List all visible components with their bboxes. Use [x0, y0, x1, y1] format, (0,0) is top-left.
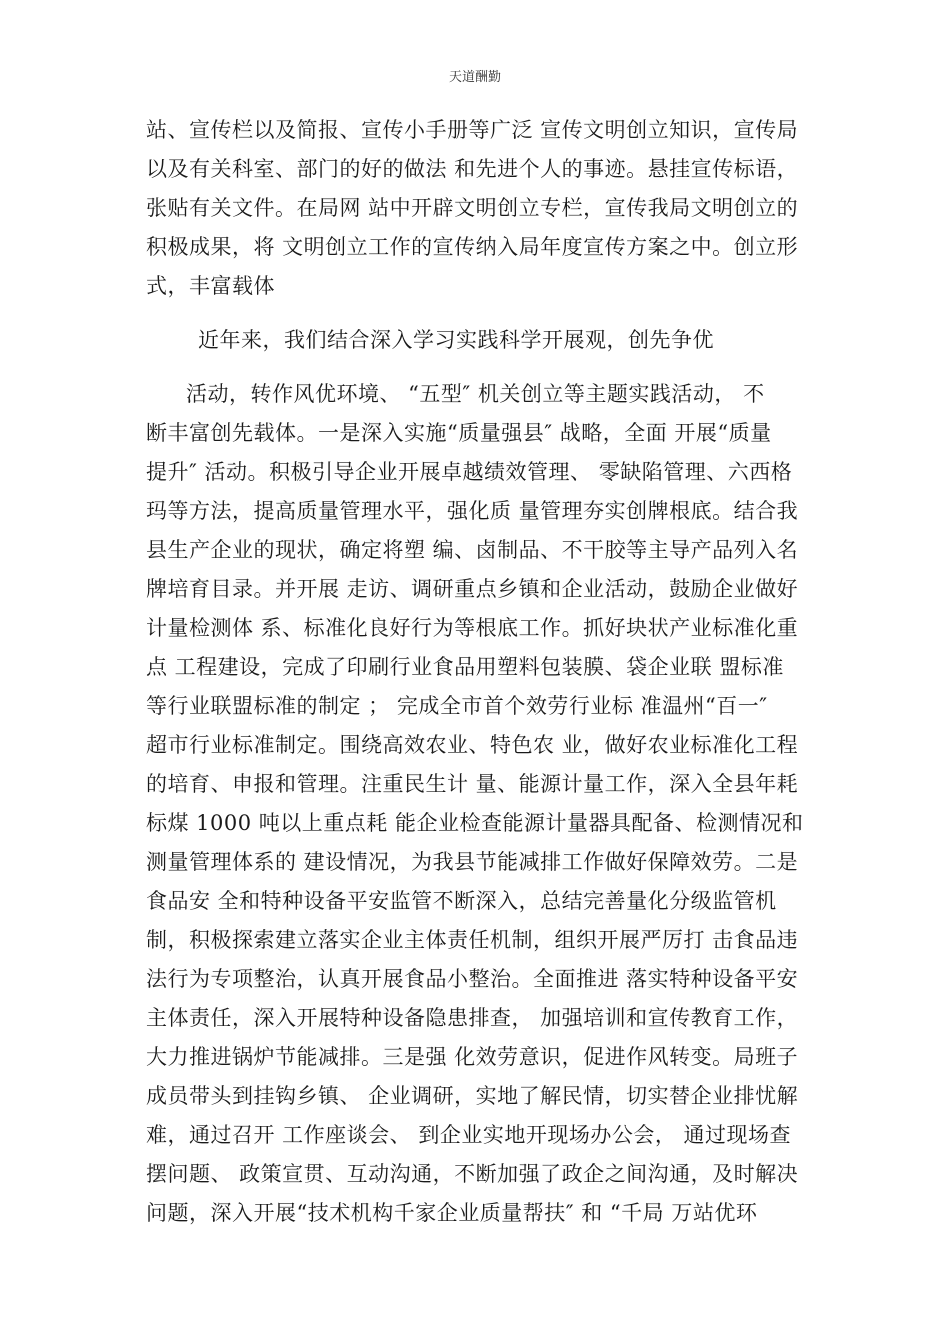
- body-line: 积极成果，将 文明创立工作的宣传纳入局年度宣传方案之中。创立形: [146, 235, 799, 259]
- body-line: 活动，转作风优环境、 “五型″ 机关创立等主题实践活动， 不: [186, 382, 765, 406]
- body-line: 制，积极探索建立落实企业主体责任机制，组织开展严厉打 击食品违: [146, 928, 799, 952]
- body-line: 摆问题、 政策宣贯、互动沟通，不断加强了政企之间沟通，及时解决: [146, 1162, 799, 1186]
- body-line: 牌培育目录。并开展 走访、调研重点乡镇和企业活动，鼓励企业做好: [146, 577, 799, 601]
- page-header: 天道酬勤: [448, 70, 501, 85]
- body-line: 主体责任，深入开展特种设备隐患排查， 加强培训和宣传教育工作，: [146, 1006, 799, 1030]
- body-line: 难，通过召开 工作座谈会、 到企业实地开现场办公会， 通过现场查: [146, 1123, 792, 1147]
- body-line: 计量检测体 系、标准化良好行为等根底工作。抓好块状产业标准化重: [146, 616, 799, 640]
- body-line: 点 工程建设，完成了印刷行业食品用塑料包装膜、袋企业联 盟标准: [146, 655, 784, 679]
- body-line: 法行为专项整治，认真开展食品小整治。全面推进 落实特种设备平安: [146, 967, 799, 991]
- body-line: 大力推进锅炉节能减排。三是强 化效劳意识，促进作风转变。局班子: [146, 1045, 799, 1069]
- body-line: 超市行业标准制定。围绕高效农业、特色农 业，做好农业标准化工程: [146, 733, 799, 757]
- body-line: 提升″ 活动。积极引导企业开展卓越绩效管理、 零缺陷管理、六西格: [146, 460, 793, 484]
- body-line: 张贴有关文件。在局网 站中开辟文明创立专栏，宣传我局文明创立的: [146, 196, 799, 220]
- body-line: 测量管理体系的 建设情况，为我县节能减排工作做好保障效劳。二是: [146, 850, 799, 874]
- body-line: 式，丰富载体: [146, 274, 275, 298]
- body-line: 断丰富创先载体。一是深入实施“质量强县″ 战略，全面 开展“质量: [146, 421, 772, 445]
- body-line: 标煤 1000 吨以上重点耗 能企业检查能源计量器具配备、检测情况和: [146, 811, 804, 835]
- body-line: 近年来，我们结合深入学习实践科学开展观，创先争优: [198, 328, 714, 352]
- body-line: 食品安 全和特种设备平安监管不断深入，总结完善量化分级监管机: [146, 889, 777, 913]
- body-line: 问题，深入开展“技术机构千家企业质量帮扶″ 和 “千局 万站优环: [146, 1201, 758, 1225]
- body-line: 站、宣传栏以及简报、宣传小手册等广泛 宣传文明创立知识，宣传局: [146, 118, 799, 142]
- body-line: 玛等方法，提高质量管理水平，强化质 量管理夯实创牌根底。结合我: [146, 499, 799, 523]
- body-line: 的培育、申报和管理。注重民生计 量、能源计量工作，深入全县年耗: [146, 772, 799, 796]
- body-line: 成员带头到挂钩乡镇、 企业调研，实地了解民情，切实替企业排忧解: [146, 1084, 799, 1108]
- body-line: 以及有关科室、部门的好的做法 和先进个人的事迹。悬挂宣传标语，: [146, 157, 799, 181]
- body-line: 县生产企业的现状，确定将塑 编、卤制品、不干胶等主导产品列入名: [146, 538, 799, 562]
- body-line: 等行业联盟标准的制定 ； 完成全市首个效劳行业标 准温州“百一″: [146, 694, 768, 718]
